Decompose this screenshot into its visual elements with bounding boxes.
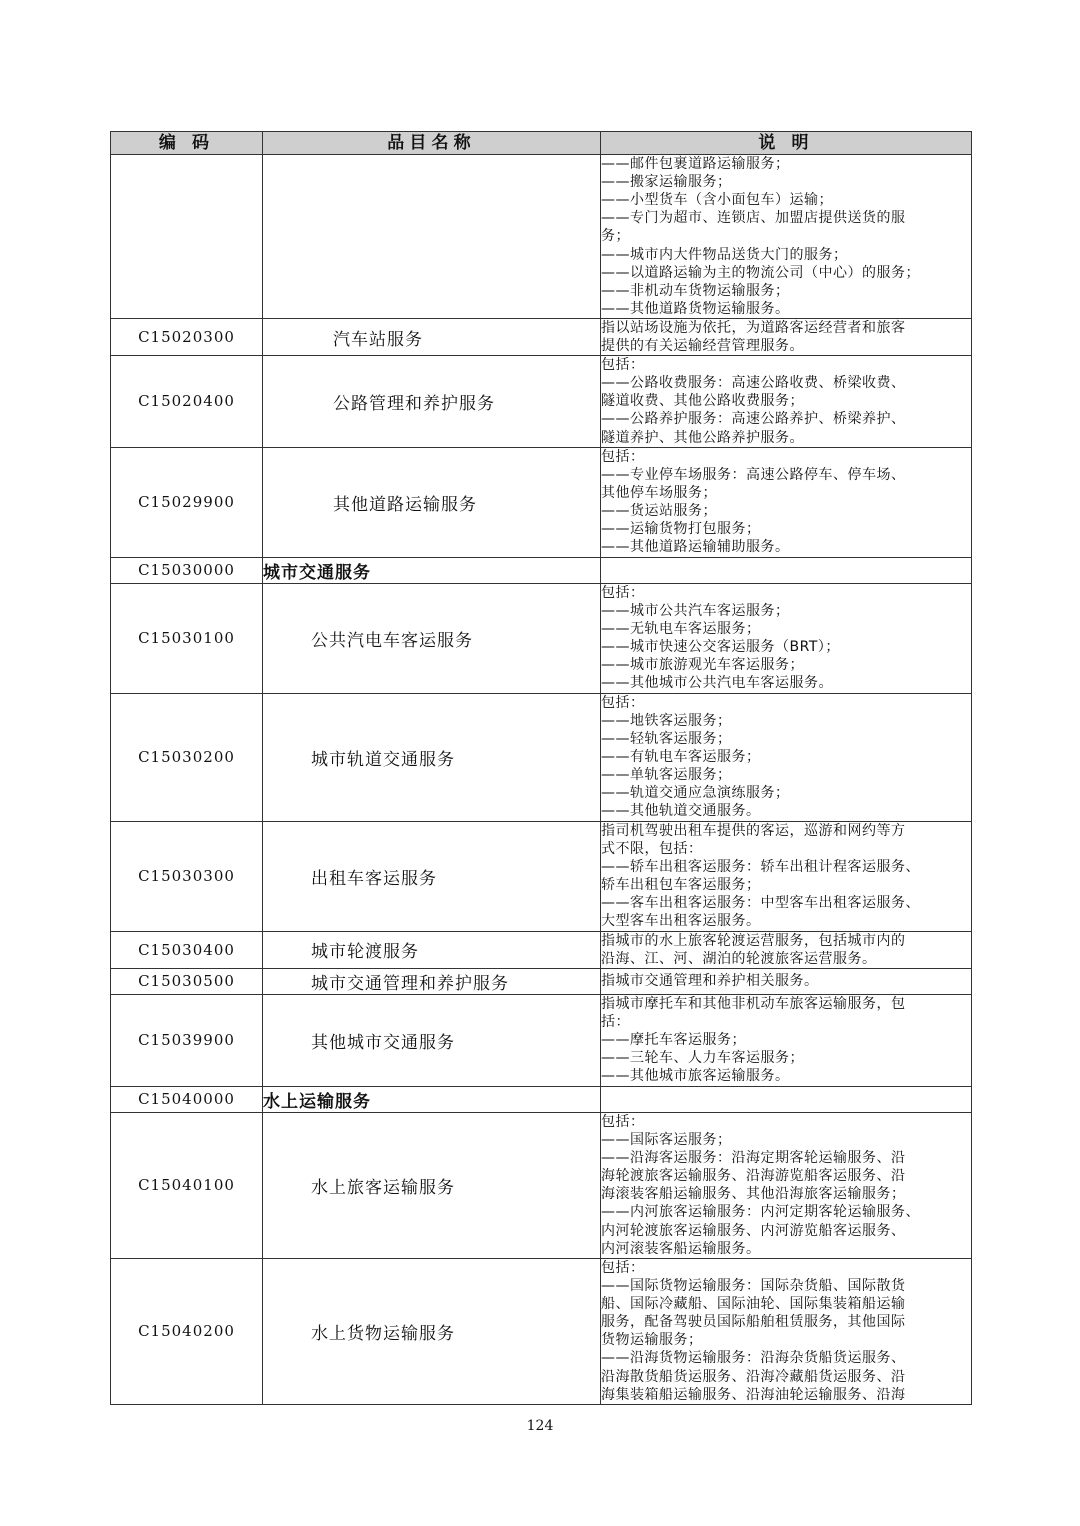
table-body — [111, 155, 972, 1405]
description-line: ——其他轨道交通服务。 — [601, 803, 761, 820]
item-name: 其他道路运输服务 — [263, 447, 601, 557]
item-code: C15030500 — [111, 968, 263, 994]
description-line: ——城市旅游观光车客运服务； — [601, 657, 804, 674]
category-name: 城市交通服务 — [263, 557, 601, 583]
description-line: ——运输货物打包服务； — [601, 521, 761, 538]
table-row — [111, 994, 972, 1086]
item-name: 出租车客运服务 — [263, 821, 601, 931]
description-line: ——三轮车、人力车客运服务； — [601, 1050, 804, 1067]
item-code: C15029900 — [111, 447, 263, 557]
item-description — [601, 1086, 972, 1112]
table-row — [111, 1258, 972, 1404]
description-line: 轿车出租包车客运服务； — [601, 877, 761, 894]
description-line: 海滚装客船运输服务、其他沿海旅客运输服务； — [601, 1186, 906, 1203]
description-line: ——城市内大件物品送货大门的服务； — [601, 246, 848, 263]
item-name: 公共汽电车客运服务 — [263, 583, 601, 693]
item-description — [601, 994, 972, 1086]
description-line: ——公路养护服务：高速公路养护、桥梁养护、 — [601, 411, 906, 428]
table-row — [111, 155, 972, 319]
description-line: ——国际客运服务； — [601, 1132, 732, 1149]
description-line: 大型客车出租客运服务。 — [601, 913, 761, 930]
description-line: ——地铁客运服务； — [601, 712, 732, 729]
description-line: 海集装箱船运输服务、沿海油轮运输服务、沿海 — [601, 1386, 906, 1403]
description-line: ——沿海客运服务：沿海定期客轮运输服务、沿 — [601, 1150, 906, 1167]
table-row — [111, 583, 972, 693]
item-name: 城市轮渡服务 — [263, 931, 601, 968]
item-name: 城市交通管理和养护服务 — [263, 968, 601, 994]
description-line: ——内河旅客运输服务：内河定期客轮运输服务、 — [601, 1204, 920, 1221]
item-code: C15030000 — [111, 557, 263, 583]
description-line: 包括： — [601, 357, 645, 374]
item-code: C15020400 — [111, 356, 263, 447]
table-row — [111, 693, 972, 821]
description-line: ——其他道路货物运输服务。 — [601, 300, 790, 317]
description-line: ——城市快速公交客运服务（BRT）； — [601, 639, 840, 656]
description-line: ——无轨电车客运服务； — [601, 621, 761, 638]
table-row — [111, 821, 972, 931]
description-line: ——以道路运输为主的物流公司（中心）的服务； — [601, 264, 920, 281]
item-description — [601, 356, 972, 447]
description-line: 括： — [601, 1014, 630, 1031]
item-description — [601, 319, 972, 356]
item-description — [601, 1258, 972, 1404]
item-code: C15030100 — [111, 583, 263, 693]
description-line: 包括： — [601, 1113, 645, 1130]
description-line: ——国际货物运输服务：国际杂货船、国际散货 — [601, 1278, 906, 1295]
table-row — [111, 1112, 972, 1258]
item-code: C15030300 — [111, 821, 263, 931]
description-line: 指以站场设施为依托，为道路客运经营者和旅客 — [601, 320, 906, 336]
description-line: ——客车出租客运服务：中型客车出租客运服务、 — [601, 895, 920, 912]
table-row — [111, 1086, 972, 1112]
description-line: ——搬家运输服务； — [601, 174, 732, 191]
item-name: 城市轨道交通服务 — [263, 693, 601, 821]
description-line: ——单轨客运服务； — [601, 767, 732, 784]
table-header-row — [111, 132, 972, 155]
description-line: ——邮件包裹道路运输服务； — [601, 156, 790, 173]
description-line: 指城市交通管理和养护相关服务。 — [601, 973, 819, 990]
description-line: ——城市公共汽车客运服务； — [601, 602, 790, 619]
description-line: 内河滚装客船运输服务。 — [601, 1240, 761, 1257]
item-code: C15039900 — [111, 994, 263, 1086]
description-line: ——轻轨客运服务； — [601, 731, 732, 748]
description-line: 船、国际冷藏船、国际油轮、国际集装箱船运输 — [601, 1296, 906, 1313]
description-line: ——货运站服务； — [601, 503, 717, 520]
item-description — [601, 557, 972, 583]
item-description — [601, 931, 972, 968]
item-name: 汽车站服务 — [263, 319, 601, 356]
description-line: 内河轮渡旅客运输服务、内河游览船客运服务、 — [601, 1222, 906, 1239]
table-row — [111, 557, 972, 583]
description-line: ——有轨电车客运服务； — [601, 749, 761, 766]
description-line: 货物运输服务； — [601, 1332, 703, 1349]
item-name: 公路管理和养护服务 — [263, 356, 601, 447]
description-line: ——小型货车（含小面包车）运输； — [601, 192, 833, 209]
description-line: ——摩托车客运服务； — [601, 1032, 746, 1049]
header-code: 编 码 — [111, 132, 263, 155]
description-line: ——轿车出租客运服务：轿车出租计程客运服务、 — [601, 859, 920, 876]
description-line: 提供的有关运输经营管理服务。 — [601, 338, 804, 355]
item-description — [601, 447, 972, 557]
description-line: ——轨道交通应急演练服务； — [601, 785, 790, 802]
description-line: 式不限，包括： — [601, 840, 703, 857]
item-code — [111, 155, 263, 319]
page-number: 124 — [526, 1418, 554, 1434]
item-code: C15030200 — [111, 693, 263, 821]
item-description — [601, 693, 972, 821]
description-line: 指城市的水上旅客轮渡运营服务，包括城市内的 — [601, 932, 906, 949]
item-description — [601, 821, 972, 931]
description-line: 隧道养护、其他公路养护服务。 — [601, 429, 804, 446]
item-description — [601, 1112, 972, 1258]
description-line: ——其他城市公共汽电车客运服务。 — [601, 675, 833, 692]
description-line: 指司机驾驶出租车提供的客运，巡游和网约等方 — [601, 822, 906, 839]
description-line: 服务，配备驾驶员国际船舶租赁服务，其他国际 — [601, 1314, 906, 1331]
header-desc: 说 明 — [601, 132, 972, 155]
category-name: 水上运输服务 — [263, 1086, 601, 1112]
description-line: 沿海、江、河、湖泊的轮渡旅客运营服务。 — [601, 950, 877, 967]
item-name: 水上旅客运输服务 — [263, 1112, 601, 1258]
description-line: ——沿海货物运输服务：沿海杂货船货运服务、 — [601, 1350, 906, 1367]
item-name: 水上货物运输服务 — [263, 1258, 601, 1404]
description-line: 海轮渡旅客运输服务、沿海游览船客运服务、沿 — [601, 1168, 906, 1185]
item-code: C15040200 — [111, 1258, 263, 1404]
table-row — [111, 319, 972, 356]
item-name: 其他城市交通服务 — [263, 994, 601, 1086]
description-line: 包括： — [601, 584, 645, 601]
table-row — [111, 968, 972, 994]
description-line: 其他停车场服务； — [601, 485, 717, 502]
description-line: 包括： — [601, 1259, 645, 1276]
table-row — [111, 356, 972, 447]
description-line: 指城市摩托车和其他非机动车旅客运输服务，包 — [601, 996, 906, 1013]
item-code: C15040000 — [111, 1086, 263, 1112]
description-line: 隧道收费、其他公路收费服务； — [601, 393, 804, 410]
header-name: 品目名称 — [263, 132, 601, 155]
description-line: 务； — [601, 228, 630, 245]
item-code: C15040100 — [111, 1112, 263, 1258]
description-line: ——公路收费服务：高速公路收费、桥梁收费、 — [601, 375, 906, 392]
description-line: ——其他道路运输辅助服务。 — [601, 539, 790, 556]
description-line: 沿海散货船货运服务、沿海冷藏船货运服务、沿 — [601, 1368, 906, 1385]
description-line: ——专门为超市、连锁店、加盟店提供送货的服 — [601, 210, 906, 227]
catalog-table — [110, 131, 972, 1405]
item-description — [601, 155, 972, 319]
description-line: 包括： — [601, 448, 645, 465]
description-line: ——其他城市旅客运输服务。 — [601, 1068, 790, 1085]
item-description — [601, 968, 972, 994]
table-row — [111, 447, 972, 557]
item-name — [263, 155, 601, 319]
table-row — [111, 931, 972, 968]
description-line: ——专业停车场服务：高速公路停车、停车场、 — [601, 466, 906, 483]
item-code: C15020300 — [111, 319, 263, 356]
item-code: C15030400 — [111, 931, 263, 968]
item-description — [601, 583, 972, 693]
description-line: ——非机动车货物运输服务； — [601, 282, 790, 299]
description-line: 包括： — [601, 694, 645, 711]
